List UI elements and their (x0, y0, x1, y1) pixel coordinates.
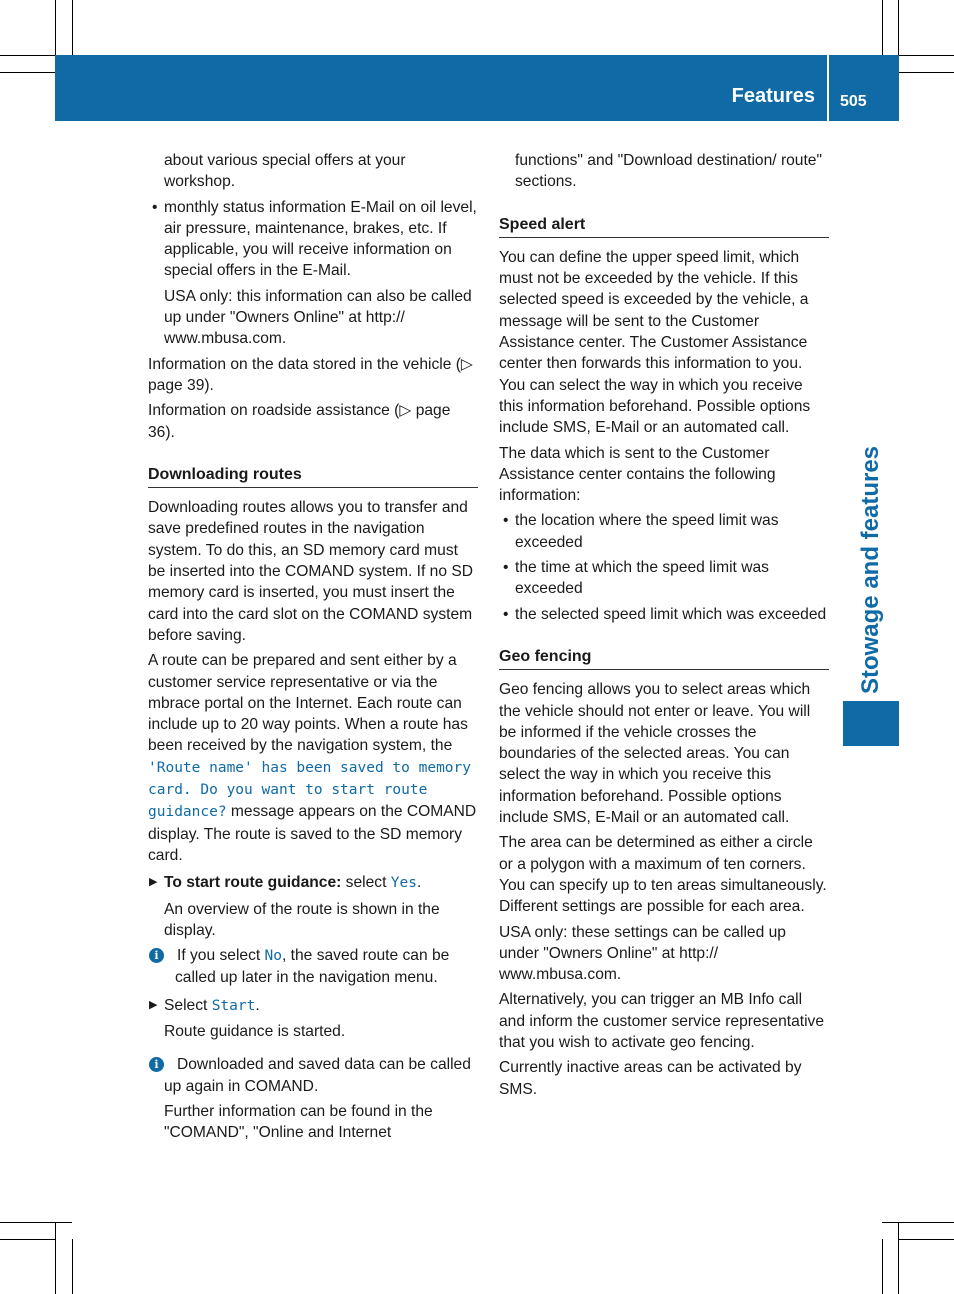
list-item (148, 197, 478, 350)
paragraph: The data which is sent to the Customer Assistance center contains the following information: (499, 444, 776, 505)
page-header (55, 55, 899, 121)
paragraph (148, 650, 478, 866)
crop-mark (55, 1222, 56, 1294)
menu-item-code: Yes (390, 875, 417, 892)
paragraph: Geo fencing allows you to select areas which the vehicle should not enter or leave. You will be informed if the vehicle crosses the boundaries of the selected areas. You can select the way in which you receive this information beforehand. Possible options include SMS, E-Mail or an automated call. (499, 681, 811, 827)
text-span: . (416, 874, 422, 892)
step-arrow-icon: ▶ (149, 876, 158, 889)
section-heading: Downloading routes (148, 464, 478, 488)
list-item-text: the time at which the speed limit was exceeded (515, 559, 769, 598)
crop-mark (898, 1222, 899, 1294)
paragraph: You can define the upper speed limit, which must not be exceeded by the vehicle. If this selected speed is exceeded by the vehicle, a message will be sent to the Customer Assistance center. The Customer Assistance center then forwards this information to you. You can select the way in which you receive this information beforehand. Possible options include SMS, E-Mail or an automated call. (499, 248, 811, 437)
instruction-step (148, 872, 478, 941)
bullet-icon: • (503, 512, 509, 530)
chapter-tab-marker (843, 701, 899, 746)
text-span: . (255, 996, 260, 1014)
paragraph: Information on the data stored in the vehicle (▷ page 39). (148, 355, 473, 394)
text-span: , the saved route can be called up later in the navigation menu. (175, 947, 450, 987)
left-column (148, 150, 478, 1147)
paragraph: USA only: these settings can be called up under "Owners Online" at http:// www.mbusa.com. (499, 923, 786, 984)
section-heading: Speed alert (499, 214, 829, 238)
crop-mark (0, 1222, 72, 1223)
crop-mark (72, 1239, 73, 1294)
crop-mark (0, 1239, 55, 1240)
text-span: message appears on the COMAND display. The route is saved to the SD memory card. (148, 803, 477, 864)
text-span: A route can be prepared and sent either by a customer service representative or via the mbrace portal on the Internet. Each route can include up to 20 way points. When a route has been received by the navigation system, the (148, 652, 468, 755)
paragraph: Downloading routes allows you to transfer and save predefined routes in the navigation system. To do this, an SD memory card must be inserted into the COMAND system. If no SD memory card is inserted, you must insert the card into the card slot on the COMAND system before saving. (148, 499, 473, 644)
info-icon: i (149, 1057, 164, 1072)
step-text (164, 995, 478, 1017)
crop-mark (882, 1222, 954, 1223)
page-number: 505 (840, 93, 867, 110)
list-item-text: monthly status information E-Mail on oil level, air pressure, maintenance, brakes, etc. If applicable, you will receive information on special offers in the E-Mail. (164, 198, 477, 280)
info-icon: i (149, 948, 164, 963)
step-result: Route guidance is started. (164, 1022, 346, 1040)
crop-mark (0, 55, 55, 56)
step-label: To start route guidance: (164, 874, 342, 892)
info-text: Further information can be found in the "COMAND", "Online and Internet (164, 1102, 433, 1142)
instruction-step (148, 995, 478, 1043)
paragraph: about various special offers at your workshop. (164, 152, 406, 191)
info-note (148, 945, 478, 989)
list-item (499, 557, 829, 600)
info-text (164, 1054, 478, 1097)
crop-mark (882, 1239, 883, 1294)
paragraph: Currently inactive areas can be activated by SMS. (499, 1059, 802, 1098)
bullet-icon: • (503, 559, 509, 577)
info-text (164, 945, 478, 989)
paragraph: functions" and "Download destination/ route" sections. (515, 152, 823, 191)
paragraph: The area can be determined as either a circle or a polygon with a maximum of ten corners. You can specify up to ten areas simultaneously. Different settings are possible for each area. (499, 834, 827, 916)
section-title: Features (731, 85, 815, 107)
step-result: An overview of the route is shown in the display. (164, 900, 440, 939)
paragraph: Information on roadside assistance (▷ page 36). (148, 402, 451, 441)
info-note (148, 1054, 478, 1143)
list-item-text: the selected speed limit which was exceeded (515, 605, 827, 623)
step-text (164, 872, 478, 894)
text-span: If you select (177, 947, 265, 965)
crop-mark (72, 0, 73, 55)
list-item-text: the location where the speed limit was exceeded (515, 512, 779, 551)
text-span: select (341, 874, 391, 892)
right-column (499, 150, 829, 1104)
list-item-note: USA only: this information can also be called up under "Owners Online" at http:// www.mbusa.com. (164, 287, 472, 348)
text-span: Downloaded and saved data can be called up again in COMAND. (164, 1056, 471, 1095)
step-arrow-icon: ▶ (149, 998, 158, 1011)
chapter-tab-label: Stowage and features (857, 445, 884, 695)
crop-mark (899, 1239, 954, 1240)
crop-mark (882, 0, 883, 55)
menu-item-code: Start (211, 997, 256, 1014)
text-span: Select (164, 996, 212, 1014)
header-divider (827, 55, 829, 121)
display-message: 'Route name' has been saved to memory card. Do you want to start route guidance? (148, 759, 472, 821)
list-item (499, 510, 829, 553)
paragraph: Alternatively, you can trigger an MB Info call and inform the customer service representative that you wish to activate geo fencing. (499, 991, 825, 1051)
section-heading: Geo fencing (499, 646, 829, 670)
list-item (499, 604, 829, 625)
menu-item-code: No (264, 948, 283, 965)
bullet-icon: • (152, 198, 158, 216)
bullet-icon: • (503, 605, 509, 623)
crop-mark (899, 55, 954, 56)
